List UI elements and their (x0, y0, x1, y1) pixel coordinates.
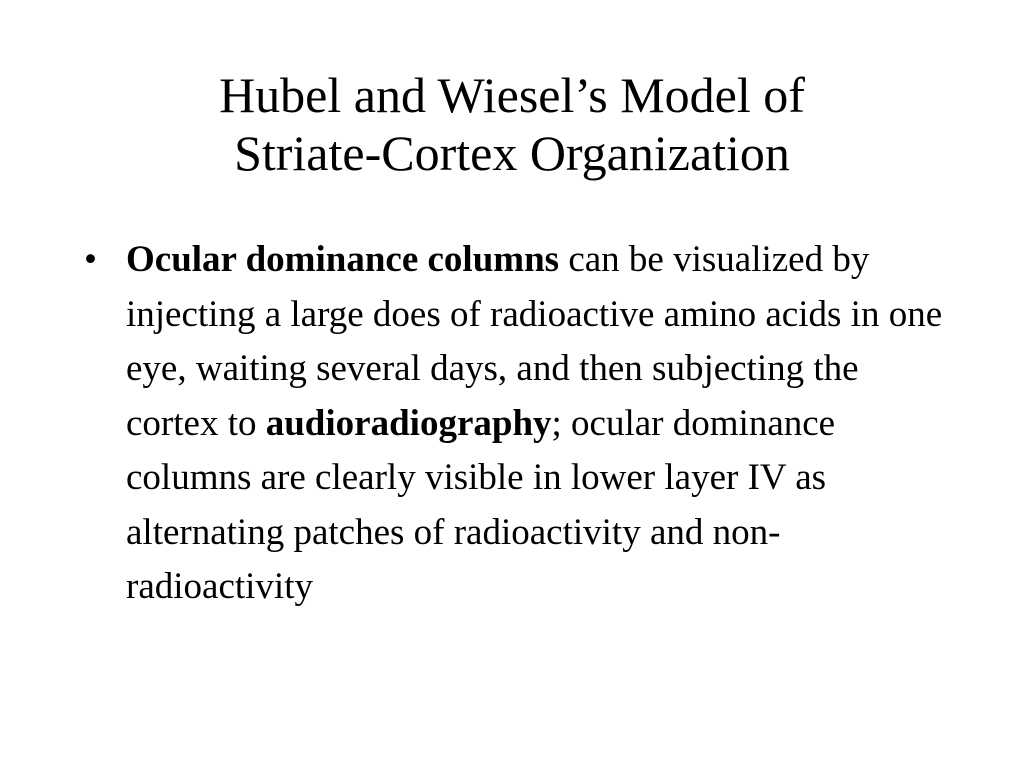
bullet-text-part-2: ; ocular dominance columns are clearly visible in lower layer IV as alternating patches of radioactivity and non-radioactivity (126, 402, 836, 607)
term-audioradiography: audioradiography (265, 402, 552, 444)
bullet-text-part-1: can be visualized by injecting a large does of radioactive amino acids in one eye, waiting several days, and then subjecting the cortex to (126, 239, 943, 444)
bullet-icon: • (84, 239, 97, 280)
title-line-2: Striate-Cortex Organization (234, 125, 790, 181)
slide-body (84, 233, 944, 615)
term-ocular-dominance-columns: Ocular dominance columns (126, 239, 560, 280)
title-line-1: Hubel and Wiesel’s Model of (219, 67, 805, 123)
slide-title (60, 66, 964, 182)
bullet-item (84, 233, 944, 615)
